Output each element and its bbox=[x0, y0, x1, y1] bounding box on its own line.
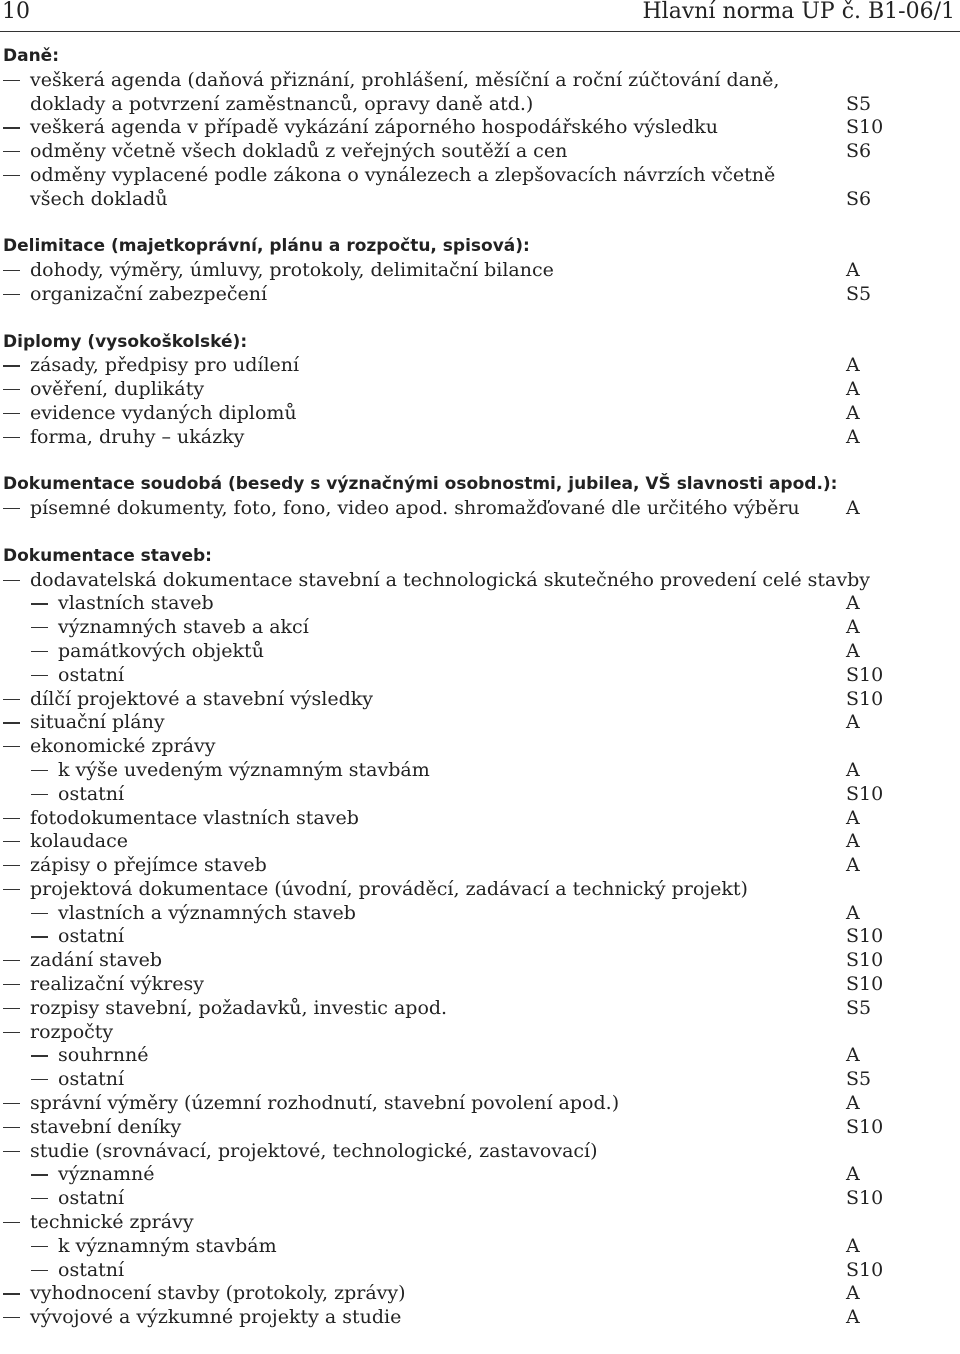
dash-bullet-icon bbox=[3, 1151, 20, 1152]
item-text: správní výměry (územní rozhodnutí, stavební povolení apod.) bbox=[30, 1092, 620, 1115]
item-text: situační plány bbox=[30, 711, 165, 734]
retention-code: A bbox=[846, 901, 860, 924]
retention-code: S5 bbox=[846, 1068, 872, 1091]
retention-code: S10 bbox=[846, 1115, 884, 1138]
dash-bullet-icon bbox=[3, 270, 20, 271]
section-heading: Dokumentace staveb: bbox=[3, 545, 212, 566]
retention-code: S10 bbox=[846, 116, 884, 139]
list-item bbox=[3, 1187, 953, 1211]
retention-code: A bbox=[846, 592, 860, 615]
item-text: studie (srovnávací, projektové, technologické, zastavovací) bbox=[30, 1139, 598, 1162]
dash-bullet-icon bbox=[31, 794, 48, 795]
retention-code: A bbox=[846, 378, 860, 401]
retention-code: A bbox=[846, 1044, 860, 1067]
list-item bbox=[3, 735, 953, 759]
item-text: odměny včetně všech dokladů z veřejných soutěží a cen bbox=[30, 140, 568, 163]
dash-bullet-icon bbox=[31, 913, 48, 914]
retention-code: A bbox=[846, 711, 860, 734]
item-text: významných staveb a akcí bbox=[58, 616, 309, 639]
dash-bullet-icon bbox=[3, 722, 20, 723]
list-item bbox=[3, 140, 953, 164]
item-text: projektová dokumentace (úvodní, prováděcí, zadávací a technický projekt) bbox=[30, 877, 748, 900]
retention-code: S10 bbox=[846, 663, 884, 686]
retention-code: A bbox=[846, 616, 860, 639]
dash-bullet-icon bbox=[3, 865, 20, 866]
item-text: vlastních a významných staveb bbox=[58, 901, 356, 924]
list-item bbox=[3, 1140, 953, 1164]
item-text: vyhodnocení stavby (protokoly, zprávy) bbox=[30, 1282, 406, 1305]
item-text: vývojové a výzkumné projekty a studie bbox=[30, 1306, 402, 1329]
item-text: k významným stavbám bbox=[58, 1234, 277, 1257]
item-text: dílčí projektové a stavební výsledky bbox=[30, 687, 374, 710]
item-text: forma, druhy – ukázky bbox=[30, 425, 245, 448]
list-item bbox=[3, 1068, 953, 1092]
dash-bullet-icon bbox=[31, 1079, 48, 1080]
list-item bbox=[3, 1163, 953, 1187]
item-text: zadání staveb bbox=[30, 949, 163, 972]
dash-bullet-icon bbox=[31, 1246, 48, 1247]
retention-code: S10 bbox=[846, 973, 884, 996]
retention-code: A bbox=[846, 401, 860, 424]
item-text: dohody, výměry, úmluvy, protokoly, delimitační bilance bbox=[30, 259, 554, 282]
dash-bullet-icon bbox=[31, 936, 48, 937]
retention-code: A bbox=[846, 1092, 860, 1115]
list-item bbox=[3, 640, 953, 664]
dash-bullet-icon bbox=[3, 437, 20, 438]
document-body bbox=[3, 45, 953, 1354]
item-text: ostatní bbox=[58, 1258, 125, 1281]
section bbox=[3, 45, 953, 212]
dash-bullet-icon bbox=[3, 1293, 20, 1294]
dash-bullet-icon bbox=[3, 580, 20, 581]
list-item bbox=[3, 164, 953, 212]
dash-bullet-icon bbox=[31, 1174, 48, 1175]
retention-code: A bbox=[846, 1282, 860, 1305]
dash-bullet-icon bbox=[3, 365, 20, 366]
list-item bbox=[3, 592, 953, 616]
retention-code: S10 bbox=[846, 1258, 884, 1281]
section-heading: Delimitace (majetkoprávní, plánu a rozpočtu, spisová): bbox=[3, 236, 530, 257]
dash-bullet-icon bbox=[31, 1198, 48, 1199]
dash-bullet-icon bbox=[31, 770, 48, 771]
dash-bullet-icon bbox=[31, 627, 48, 628]
dash-bullet-icon bbox=[3, 960, 20, 961]
item-text: ostatní bbox=[58, 1068, 125, 1091]
item-text: ostatní bbox=[58, 663, 125, 686]
dash-bullet-icon bbox=[3, 508, 20, 509]
dash-bullet-icon bbox=[31, 1270, 48, 1271]
retention-code: S6 bbox=[846, 187, 872, 210]
list-item bbox=[3, 1092, 953, 1116]
retention-code: A bbox=[846, 1234, 860, 1257]
item-text: ostatní bbox=[58, 782, 125, 805]
retention-code: A bbox=[846, 1163, 860, 1186]
header-divider bbox=[0, 31, 960, 32]
list-item bbox=[3, 925, 953, 949]
item-text: dodavatelská dokumentace stavební a technologická skutečného provedení celé stavby bbox=[30, 568, 870, 591]
retention-code: A bbox=[846, 425, 860, 448]
retention-code: A bbox=[846, 354, 860, 377]
list-item bbox=[3, 1306, 953, 1330]
retention-code: S5 bbox=[846, 996, 872, 1019]
section bbox=[3, 545, 953, 1330]
list-item bbox=[3, 497, 953, 521]
dash-bullet-icon bbox=[3, 1103, 20, 1104]
list-item bbox=[3, 259, 953, 283]
retention-code: S10 bbox=[846, 1187, 884, 1210]
item-text: stavební deníky bbox=[30, 1115, 182, 1138]
list-item bbox=[3, 116, 953, 140]
retention-code: S5 bbox=[846, 282, 872, 305]
dash-bullet-icon bbox=[3, 294, 20, 295]
list-item bbox=[3, 1211, 953, 1235]
dash-bullet-icon bbox=[3, 389, 20, 390]
retention-code: A bbox=[846, 639, 860, 662]
item-text: souhrnné bbox=[58, 1044, 149, 1067]
list-item bbox=[3, 949, 953, 973]
list-item bbox=[3, 711, 953, 735]
item-text: fotodokumentace vlastních staveb bbox=[30, 806, 359, 829]
item-text: k výše uvedeným významným stavbám bbox=[58, 758, 430, 781]
retention-code: A bbox=[846, 854, 860, 877]
dash-bullet-icon bbox=[3, 1127, 20, 1128]
list-item bbox=[3, 426, 953, 450]
item-text: rozpočty bbox=[30, 1020, 114, 1043]
list-item bbox=[3, 283, 953, 307]
page-header bbox=[2, 0, 955, 24]
item-text: organizační zabezpečení bbox=[30, 282, 268, 305]
dash-bullet-icon bbox=[31, 1055, 48, 1056]
dash-bullet-icon bbox=[3, 151, 20, 152]
list-item bbox=[3, 1259, 953, 1283]
item-text: ostatní bbox=[58, 925, 125, 948]
dash-bullet-icon bbox=[31, 675, 48, 676]
item-text: evidence vydaných diplomů bbox=[30, 401, 297, 424]
item-text: kolaudace bbox=[30, 830, 128, 853]
list-item bbox=[3, 854, 953, 878]
section bbox=[3, 473, 953, 521]
list-item bbox=[3, 1044, 953, 1068]
dash-bullet-icon bbox=[3, 1032, 20, 1033]
dash-bullet-icon bbox=[3, 818, 20, 819]
item-text: písemné dokumenty, foto, fono, video apod. shromažďované dle určitého výběru bbox=[30, 497, 800, 520]
retention-code: S6 bbox=[846, 140, 872, 163]
list-item bbox=[3, 664, 953, 688]
dash-bullet-icon bbox=[3, 80, 20, 81]
dash-bullet-icon bbox=[3, 1008, 20, 1009]
list-item bbox=[3, 878, 953, 902]
list-item bbox=[3, 830, 953, 854]
list-item bbox=[3, 616, 953, 640]
item-text: ověření, duplikáty bbox=[30, 378, 205, 401]
list-item bbox=[3, 569, 953, 593]
item-text: veškerá agenda v případě vykázání záporného hospodářského výsledku bbox=[30, 116, 718, 139]
retention-code: A bbox=[846, 806, 860, 829]
retention-code: A bbox=[846, 1306, 860, 1329]
retention-code: S10 bbox=[846, 949, 884, 972]
list-item bbox=[3, 1282, 953, 1306]
retention-code: A bbox=[846, 830, 860, 853]
list-item bbox=[3, 783, 953, 807]
item-text: technické zprávy bbox=[30, 1211, 194, 1234]
item-text: odměny vyplacené podle zákona o vynálezech a zlepšovacích návrzích včetně všech dokladů bbox=[30, 163, 776, 210]
document-title: Hlavní norma UP č. B1-06/1 bbox=[642, 0, 955, 24]
dash-bullet-icon bbox=[3, 841, 20, 842]
section-heading: Dokumentace soudobá (besedy s význačnými osobnostmi, jubilea, VŠ slavnosti apod.): bbox=[3, 474, 838, 495]
item-text: veškerá agenda (daňová přiznání, prohlášení, měsíční a roční zúčtování daně, doklady a potvrzení zaměstnanců, opravy daně atd.) bbox=[30, 68, 780, 115]
retention-code: A bbox=[846, 259, 860, 282]
list-item bbox=[3, 378, 953, 402]
list-item bbox=[3, 402, 953, 426]
dash-bullet-icon bbox=[31, 603, 48, 604]
item-text: rozpisy stavební, požadavků, investic apod. bbox=[30, 996, 448, 1019]
list-item bbox=[3, 354, 953, 378]
section-heading: Diplomy (vysokoškolské): bbox=[3, 331, 248, 352]
list-item bbox=[3, 973, 953, 997]
dash-bullet-icon bbox=[3, 1317, 20, 1318]
list-item bbox=[3, 997, 953, 1021]
dash-bullet-icon bbox=[3, 889, 20, 890]
list-item bbox=[3, 1116, 953, 1140]
section-heading: Daně: bbox=[3, 46, 60, 66]
retention-code: S10 bbox=[846, 925, 884, 948]
item-text: významné bbox=[58, 1163, 155, 1186]
item-text: vlastních staveb bbox=[58, 592, 214, 615]
retention-code: A bbox=[846, 497, 860, 520]
retention-code: S5 bbox=[846, 92, 872, 115]
list-item bbox=[3, 1021, 953, 1045]
dash-bullet-icon bbox=[3, 699, 20, 700]
list-item bbox=[3, 69, 953, 117]
dash-bullet-icon bbox=[3, 175, 20, 176]
dash-bullet-icon bbox=[31, 651, 48, 652]
retention-code: A bbox=[846, 758, 860, 781]
list-item bbox=[3, 807, 953, 831]
dash-bullet-icon bbox=[3, 746, 20, 747]
retention-code: S10 bbox=[846, 782, 884, 805]
item-text: ostatní bbox=[58, 1187, 125, 1210]
list-item bbox=[3, 1235, 953, 1259]
item-text: ekonomické zprávy bbox=[30, 735, 216, 758]
item-text: zásady, předpisy pro udílení bbox=[30, 354, 300, 377]
list-item bbox=[3, 759, 953, 783]
section bbox=[3, 331, 953, 450]
item-text: zápisy o přejímce staveb bbox=[30, 854, 267, 877]
page-number: 10 bbox=[2, 0, 30, 24]
list-item bbox=[3, 902, 953, 926]
section bbox=[3, 235, 953, 306]
dash-bullet-icon bbox=[3, 984, 20, 985]
list-item bbox=[3, 688, 953, 712]
dash-bullet-icon bbox=[3, 1222, 20, 1223]
dash-bullet-icon bbox=[3, 413, 20, 414]
item-text: realizační výkresy bbox=[30, 973, 204, 996]
retention-code: S10 bbox=[846, 687, 884, 710]
dash-bullet-icon bbox=[3, 127, 20, 128]
item-text: památkových objektů bbox=[58, 639, 264, 662]
